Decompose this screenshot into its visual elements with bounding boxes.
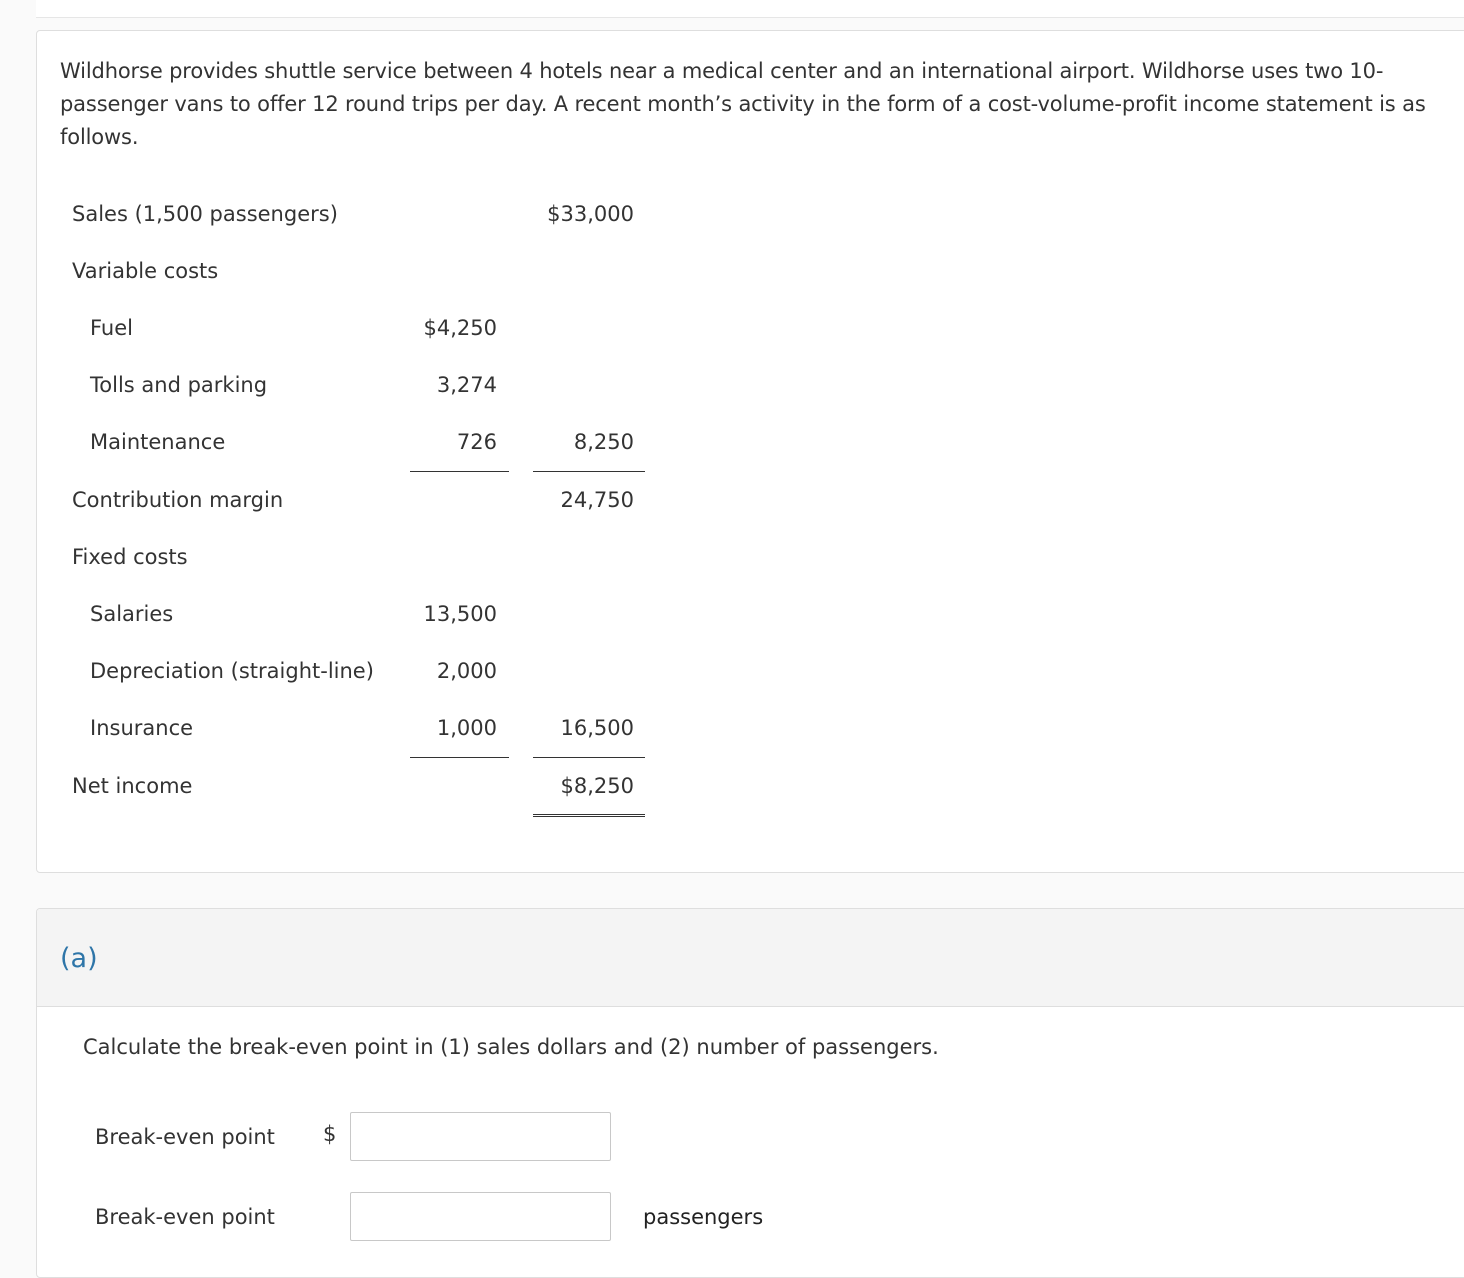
statement-row-salaries (37, 599, 737, 629)
row-amount: 3,274 (436, 373, 497, 397)
underline-fixed-col2 (533, 757, 645, 758)
underline-variable-col1 (410, 471, 509, 472)
problem-card (36, 30, 1464, 873)
part-a-header (37, 909, 1464, 1007)
problem-text: Wildhorse provides shuttle service between 4 hotels near a medical center and an international airport. Wildhorse uses two 10-passenger vans to offer 12 round trips per day. A recent month’s activity in the form of a cost-volume-profit income statement is as follows. (60, 59, 1426, 149)
part-a-panel (36, 908, 1464, 1278)
row-label: Insurance (90, 716, 194, 740)
row-total: $8,250 (560, 774, 634, 798)
row-amount: 2,000 (436, 659, 497, 683)
statement-row-sales (37, 199, 737, 229)
row-amount: 1,000 (436, 716, 497, 740)
double-underline-net-income (533, 814, 645, 817)
row-label: Variable costs (72, 259, 219, 283)
statement-row-fuel (37, 313, 737, 343)
statement-row-fixed-costs (37, 542, 737, 572)
passengers-unit-label: passengers (643, 1205, 764, 1229)
left-gutter (0, 0, 36, 1264)
row-label: Salaries (90, 602, 174, 626)
row-amount: 13,500 (423, 602, 497, 626)
income-statement (37, 31, 737, 874)
statement-row-net-income (37, 771, 737, 801)
row-total: 24,750 (560, 488, 634, 512)
part-a-label: (a) (60, 943, 98, 974)
top-strip (36, 0, 1464, 18)
break-even-dollars-label: Break-even point (95, 1125, 275, 1149)
row-total: 16,500 (560, 716, 634, 740)
row-label: Fuel (90, 316, 133, 340)
row-label: Sales (1,500 passengers) (72, 202, 338, 226)
row-label: Contribution margin (72, 488, 284, 512)
row-total: $33,000 (547, 202, 634, 226)
break-even-passengers-input[interactable] (350, 1192, 611, 1241)
part-a-question: Calculate the break-even point in (1) sales dollars and (2) number of passengers. (83, 1035, 939, 1059)
statement-row-depreciation (37, 656, 737, 686)
row-label: Tolls and parking (90, 373, 268, 397)
statement-row-variable-costs (37, 256, 737, 286)
row-label: Fixed costs (72, 545, 188, 569)
row-amount: 726 (456, 430, 497, 454)
break-even-passengers-label: Break-even point (95, 1205, 275, 1229)
statement-row-tolls (37, 370, 737, 400)
statement-row-maintenance (37, 427, 737, 457)
dollar-prefix: $ (323, 1122, 337, 1146)
statement-row-contribution (37, 485, 737, 515)
row-total: 8,250 (573, 430, 634, 454)
underline-variable-col2 (533, 471, 645, 472)
underline-fixed-col1 (410, 757, 509, 758)
row-label: Depreciation (straight-line) (90, 659, 374, 683)
row-label: Maintenance (90, 430, 226, 454)
row-amount: $4,250 (423, 316, 497, 340)
statement-row-insurance (37, 713, 737, 743)
row-label: Net income (72, 774, 193, 798)
break-even-dollars-input[interactable] (350, 1112, 611, 1161)
